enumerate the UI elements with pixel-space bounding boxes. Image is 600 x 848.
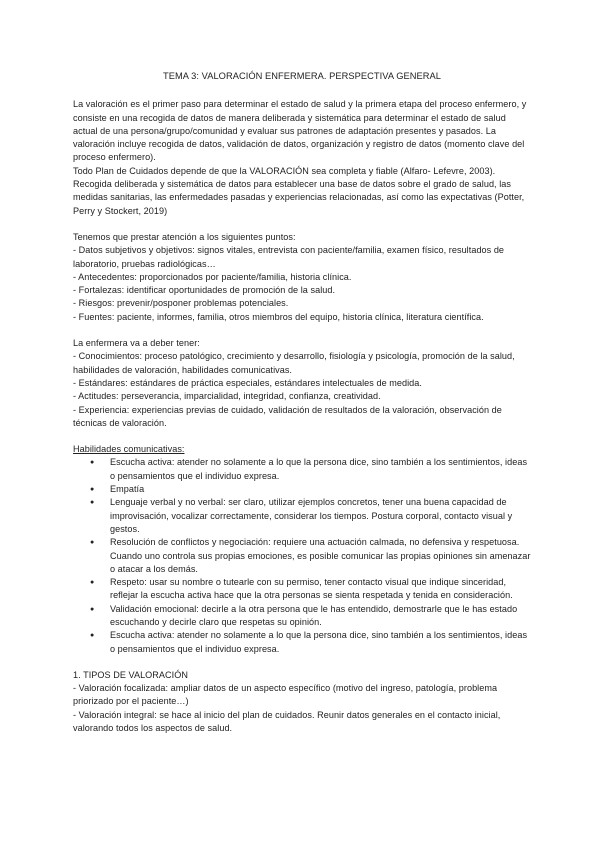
points-item: - Datos subjetivos y objetivos: signos vitales, entrevista con paciente/familia, examen físico, resultados de laboratorio, pruebas radiológicas… bbox=[73, 245, 505, 269]
intro-section bbox=[73, 98, 531, 218]
skills-list-item: ● Resolución de conflictos y negociación: requiere una actuación calmada, no defensiva y respetuosa. Cuando uno controla sus propias emociones, es posible comunicar las propias opiniones sin amenazar o atacar a los demás. bbox=[73, 536, 531, 576]
types-item: - Valoración integral: se hace al inicio del plan de cuidados. Reunir datos generales en el contacto inicial, valorando todos los aspectos de salud. bbox=[73, 709, 501, 734]
skills-list bbox=[73, 456, 531, 655]
document-title: TEMA 3: VALORACIÓN ENFERMERA. PERSPECTIVA GENERAL bbox=[163, 71, 441, 81]
skills-list-item: ● Empatía bbox=[73, 483, 531, 496]
points-section bbox=[73, 231, 531, 324]
skills-list-item: ● Respeto: usar su nombre o tutearle con su permiso, tener contacto visual que indique sinceridad, reflejar la escucha activa hace que la otra personas se sienta respetada y tenida en consideración. bbox=[73, 576, 531, 603]
intro-paragraph: La valoración es el primer paso para determinar el estado de salud y la primera etapa del proceso enfermero, y consiste en una recogida de datos de manera deliberada y sistemática para determinar el estado de salud actual de una persona/grupo/comunidad y evaluar sus patrones de adaptación presentes y pasados. La valoración incluye recogida de datos, validación de datos, organización y registro de datos (momento clave del proceso enfermero). bbox=[73, 99, 527, 163]
intro-paragraph: Todo Plan de Cuidados depende de que la VALORACIÓN sea completa y fiable (Alfaro- Lefevre, 2003). bbox=[73, 165, 496, 176]
nurse-item: - Estándares: estándares de práctica especiales, estándares intelectuales de medida. bbox=[73, 377, 422, 388]
skills-list-item: ● Escucha activa: atender no solamente a lo que la persona dice, sino también a los sentimientos, ideas o pensamientos que el individuo expresa. bbox=[73, 629, 531, 656]
skills-list-item: ● Escucha activa: atender no solamente a lo que la persona dice, sino también a los sentimientos, ideas o pensamientos que el individuo expresa. bbox=[73, 456, 531, 483]
skills-heading: Habilidades comunicativas: bbox=[73, 444, 185, 455]
document-body bbox=[73, 70, 531, 735]
points-item: - Fuentes: paciente, informes, familia, otros miembros del equipo, historia clínica, literatura científica. bbox=[73, 311, 484, 322]
points-item: - Fortalezas: identificar oportunidades de promoción de la salud. bbox=[73, 285, 336, 296]
types-heading: 1. TIPOS DE VALORACIÓN bbox=[73, 669, 188, 680]
skills-list-item: ● Validación emocional: decirle a la otra persona que le has entendido, demostrarle que le has estado escuchando y decirle claro que respetas su opinión. bbox=[73, 603, 531, 630]
nurse-heading: La enfermera va a deber tener: bbox=[73, 338, 200, 349]
skills-list-item: ● Lenguaje verbal y no verbal: ser claro, utilizar ejemplos concretos, tener una buena capacidad de improvisación, vocalizar correctamente, considerar los tiempos. Postura corporal, contacto visual y gestos. bbox=[73, 496, 531, 536]
types-item: - Valoración focalizada: ampliar datos de un aspecto específico (motivo del ingreso, patología, problema priorizado por el paciente…) bbox=[73, 683, 498, 707]
nurse-item: - Conocimientos: proceso patológico, crecimiento y desarrollo, fisiología y psicología, promoción de la salud, habilidades de valoración, habilidades comunicativas. bbox=[73, 351, 515, 375]
nurse-item: - Actitudes: perseverancia, imparcialidad, integridad, confianza, creatividad. bbox=[73, 391, 381, 402]
points-item: - Riesgos: prevenir/posponer problemas potenciales. bbox=[73, 298, 289, 309]
intro-paragraph: Recogida deliberada y sistemática de datos para establecer una base de datos sobre el grado de salud, las medidas sanitarias, las enfermedades pasadas y experiencias relacionadas, así como las expectativas (Potter, Perry y Stockert, 2019) bbox=[73, 179, 525, 216]
nurse-item: - Experiencia: experiencias previas de cuidado, validación de resultados de la valoración, observación de técnicas de valoración. bbox=[73, 404, 502, 428]
types-section bbox=[73, 669, 531, 735]
points-item: - Antecedentes: proporcionados por paciente/familia, historia clínica. bbox=[73, 271, 352, 282]
points-heading: Tenemos que prestar atención a los siguientes puntos: bbox=[73, 231, 296, 242]
nurse-section bbox=[73, 337, 531, 430]
skills-section bbox=[73, 443, 531, 656]
